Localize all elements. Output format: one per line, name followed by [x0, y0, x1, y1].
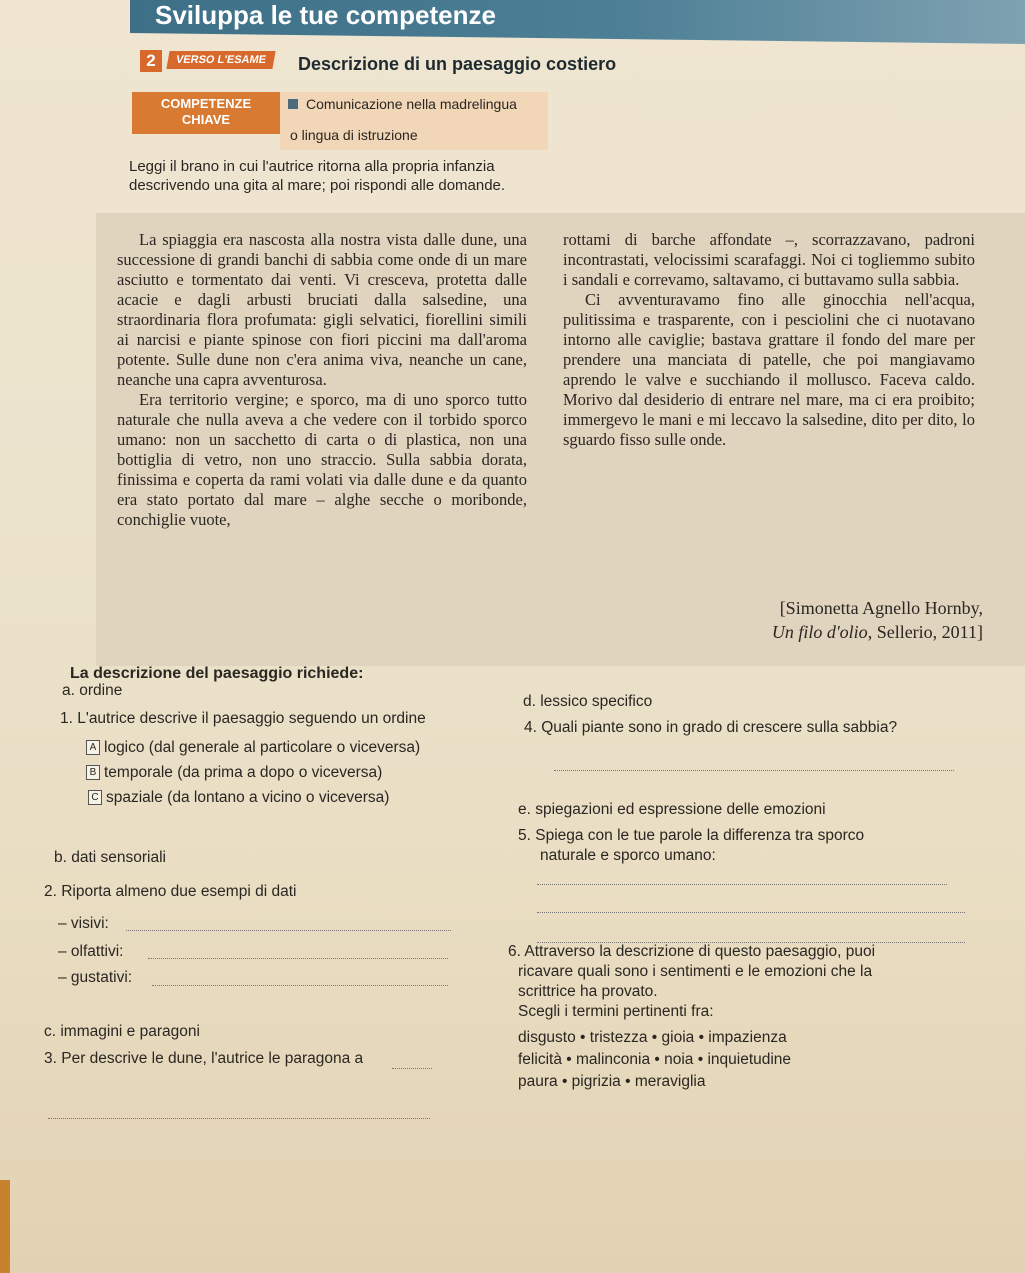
option-a-text: logico (dal generale al particolare o viceversa) — [104, 739, 421, 756]
question-1: 1. L'autrice descrive il paesaggio seguendo un ordine — [60, 710, 426, 727]
competences-label — [132, 92, 280, 134]
passage-column-left — [117, 230, 527, 530]
question-1-option-b[interactable] — [86, 763, 382, 782]
competences-text-line1: Comunicazione nella madrelingua — [306, 96, 517, 112]
emotion-words-line2: felicità • malinconia • noia • inquietudine — [518, 1051, 792, 1068]
option-letter-box: B — [86, 765, 100, 780]
option-b-text: temporale (da prima a dopo o viceversa) — [104, 764, 383, 781]
exam-badge: VERSO L'ESAME — [166, 51, 275, 69]
category-e: e. spiegazioni ed espressione delle emozioni — [518, 801, 826, 818]
question-1-option-c[interactable] — [88, 788, 389, 807]
source-author: [Simonetta Agnello Hornby, — [779, 598, 983, 618]
passage-paragraph: La spiaggia era nascosta alla nostra vista dalle dune, una successione di grandi banchi di sabbia come onde di un mare asciutto e tormentato dai venti. Vi cresceva, protetta dalle acacie e dagli arbusti bruciati dalla salsedine, una straordinaria flora profumata: gigli selvatici, fiorellini simili ai narcisi e piante spinose con fiori piccini ma dall'aroma potente. Sulle dune non c'era anima viva, neanche un cane, neanche una capra avventurosa. — [117, 230, 527, 389]
passage-column-right — [563, 230, 975, 450]
answer-line-q4[interactable] — [554, 770, 954, 771]
question-2-visivi-label: – visivi: — [58, 915, 109, 932]
emotion-words-line1: disgusto • tristezza • gioia • impazienza — [518, 1029, 787, 1046]
category-d: d. lessico specifico — [523, 693, 653, 710]
category-c: c. immagini e paragoni — [44, 1023, 200, 1040]
question-6-line1: 6. Attraverso la descrizione di questo paesaggio, puoi — [508, 943, 876, 960]
square-bullet-icon — [288, 99, 298, 109]
question-1-option-a[interactable] — [86, 738, 420, 757]
page-edge-stripe — [0, 1180, 10, 1273]
category-b: b. dati sensoriali — [54, 849, 167, 866]
passage-paragraph: Ci avventuravamo fino alle ginocchia nell'acqua, pulitissima e trasparente, con i pesciolini che ci nuotavano intorno alle caviglie; bastava grattare il fondo del mare per prendere una manciata di patelle, che poi mangiavamo aprendo le valve e succhiando il mollusco. Faceva caldo. Morivo dal desiderio di entrare nel mare, ma ci era proibito; immergevo le mani e mi leccavo la salsedine, dito per dito, lo sguardo fisso sulle onde. — [563, 290, 975, 449]
answer-line-q5-1[interactable] — [537, 884, 947, 885]
question-6-line2: ricavare quali sono i sentimenti e le emozioni che la — [518, 963, 873, 980]
instructions: Leggi il brano in cui l'autrice ritorna alla propria infanzia descrivendo una gita al mare; poi rispondi alle domande. — [129, 158, 506, 194]
passage-paragraph: rottami di barche affondate –, scorrazzavano, padroni incontrastati, velocissimi scarafaggi. Noi ci togliemmo subito i sandali e correvamo, saltavamo, ci buttavamo sulla sabbia. — [563, 230, 975, 289]
emotion-words-line3: paura • pigrizia • meraviglia — [518, 1073, 706, 1090]
question-2-gustativi-label: – gustativi: — [58, 969, 133, 986]
competences-text-line2: o lingua di istruzione — [290, 127, 418, 143]
question-2-olfattivi-label: – olfattivi: — [58, 943, 124, 960]
source-book: Un filo d'olio — [771, 622, 868, 642]
option-c-text: spaziale (da lontano a vicino o viceversa) — [106, 789, 390, 806]
source-rest: , Sellerio, 2011] — [867, 622, 983, 642]
option-letter-box: A — [86, 740, 100, 755]
question-3: 3. Per descrive le dune, l'autrice le paragona a — [44, 1050, 364, 1067]
passage-source — [683, 596, 983, 644]
question-6-line3: scrittrice ha provato. — [518, 983, 658, 1000]
passage-paragraph: Era territorio vergine; e sporco, ma di uno sporco tutto naturale che nulla aveva a che vedere con il torbido sporco umano: non un sacchetto di carta o di plastica, non una bottiglia di vetro, non uno straccio. Sulla sabbia dorata, finissima e coperta da rami volati via dalle dune e da quanto era stato portato dal mare – alghe secche o moribonde, conchiglie vuote, — [117, 390, 527, 529]
answer-line-visivi[interactable] — [126, 930, 451, 931]
answer-line-gustativi[interactable] — [152, 985, 448, 986]
question-4: 4. Quali piante sono in grado di crescere sulla sabbia? — [524, 719, 898, 736]
competences-label-line2: CHIAVE — [181, 112, 231, 127]
question-5-line2: naturale e sporco umano: — [540, 847, 716, 864]
page-title: Sviluppa le tue competenze — [155, 0, 496, 30]
questions-heading: La descrizione del paesaggio richiede: — [70, 665, 364, 682]
question-5-line1: 5. Spiega con le tue parole la differenza tra sporco — [518, 827, 865, 844]
exercise-number: 2 — [140, 50, 162, 72]
answer-line-q3-inline[interactable] — [392, 1068, 432, 1069]
answer-line-olfattivi[interactable] — [148, 958, 448, 959]
competences-label-line1: COMPETENZE — [160, 96, 252, 111]
exercise-title: Descrizione di un paesaggio costiero — [298, 54, 617, 74]
question-6-line4: Scegli i termini pertinenti fra: — [518, 1003, 714, 1020]
answer-line-q3[interactable] — [48, 1118, 430, 1119]
option-letter-box: C — [88, 790, 102, 805]
question-2: 2. Riporta almeno due esempi di dati — [44, 883, 297, 900]
category-a: a. ordine — [62, 682, 123, 699]
answer-line-q5-2[interactable] — [537, 912, 965, 913]
